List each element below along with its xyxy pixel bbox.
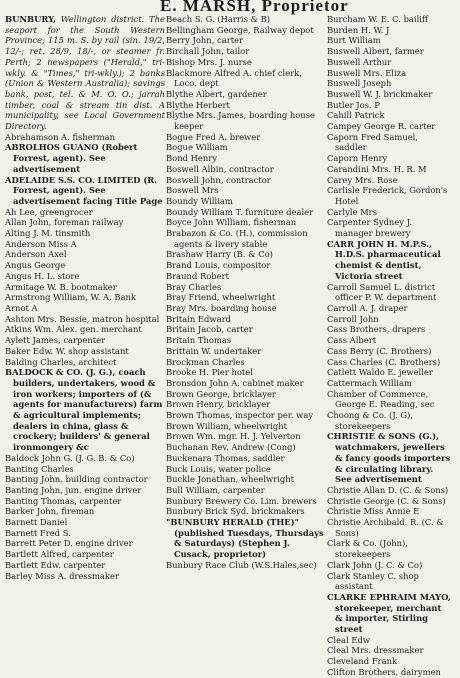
- directory-entry-brittain-w-undertaker: Brittain W. undertaker: [166, 345, 262, 356]
- directory-entry-bartlett-alfred-carpenter: Bartlett Alfred, carpenter: [5, 549, 114, 560]
- directory-entry-baldock-john-g-j-g-b-co: Baldock John G. (J. G. B. & Co): [5, 452, 135, 463]
- column-1: [5, 14, 165, 581]
- directory-entry-angus-h-l-store: Angus H. L. store: [5, 270, 80, 281]
- directory-entry-buswell-w-j-brickmaker: Buswell W. J. brickmaker: [327, 88, 433, 99]
- directory-entry-buckenara-thomas-saddler: Buckenara Thomas, saddler: [166, 452, 285, 463]
- directory-entry-blythe-mrs-james-boarding-house-keeper: Blythe Mrs. James, boarding house keeper: [166, 110, 315, 132]
- directory-entry-armitage-w-b-bootmaker: Armitage W. B. bootmaker: [5, 281, 117, 292]
- directory-entry-burden-h-w-j: Burden H. W. J: [327, 24, 390, 35]
- directory-entry-christie-miss-annie-e: Christie Miss Annie E: [327, 506, 420, 517]
- directory-entry-brockman-charles: Brockman Charles: [166, 356, 245, 367]
- directory-entry-aylett-james-carpenter: Aylett James, carpenter: [5, 335, 106, 346]
- directory-entry-buck-louis-water-police: Buck Louis, water police: [166, 463, 271, 474]
- directory-entry-bray-mrs-boarding-house: Bray Mrs. boarding house: [166, 302, 277, 313]
- directory-entry-britain-thomas: Britain Thomas: [166, 335, 232, 346]
- directory-entry-brashaw-harry-b-co: Brashaw Harry (B. & Co): [166, 249, 273, 260]
- directory-entry-banting-charles: Banting Charles: [5, 463, 74, 474]
- directory-entry-brown-henry-bricklayer: Brown Henry, bricklayer: [166, 399, 271, 410]
- directory-entry-boundy-william-t-furniture-dealer: Boundy William T. furniture dealer: [166, 206, 314, 217]
- directory-entry-christie-allan-d-c-sons: Christie Allan D. (C. & Sons): [327, 484, 449, 495]
- directory-entry-carandini-mrs-h-r-m: Carandini Mrs. H. R. M: [327, 163, 427, 174]
- directory-entry-bunbury-herald-the-published-tuesdays-th: "BUNBURY HERALD (THE)" (published Tuesdays, Thursdays & Saturdays) (Stephen J. Cusack, proprietor): [166, 517, 324, 560]
- directory-entry-blythe-albert-gardener: Blythe Albert, gardener: [166, 88, 267, 99]
- directory-entry-adelaide-s-s-co-limited-r-forrest-agent-: ADELAIDE S.S. CO. LIMITED (R. Forrest, agent). See advertisement facing Title Page: [5, 174, 163, 206]
- directory-entry-boswell-mrs: Boswell Mrs: [166, 185, 219, 196]
- directory-entry-christie-archibald-r-c-sons: Christie Archibald. R. (C. & Sons): [327, 517, 444, 538]
- directory-entry-bishop-mrs-j-nurse: Bishop Mrs. J. nurse: [166, 56, 252, 67]
- directory-entry-cahill-patrick: Cahill Patrick: [327, 110, 385, 121]
- directory-entry-banting-thomas-carpenter: Banting Thomas, carpenter: [5, 495, 122, 506]
- directory-entry-barley-miss-a-dressmaker: Barley Miss A. dressmaker: [5, 570, 119, 581]
- directory-entry-bunbury-brick-syd-brickmakers: Bunbury Brick Syd. brickmakers: [166, 506, 305, 517]
- column-3: [327, 14, 451, 677]
- directory-entry-cass-albert: Cass Albert: [327, 335, 377, 346]
- directory-entry-clarke-ephraim-mayo-storekeeper-merchant: CLARKE EPHRAIM MAYO, storekeeper, merchant & importer, Stirling street: [327, 591, 451, 635]
- directory-entry-alting-j-m-tinsmith: Alting J. M. tinsmith: [5, 228, 91, 239]
- directory-entry-choong-co-j-g-storekeepers: Choong & Co. (J. G), storekeepers: [327, 410, 413, 431]
- directory-entry-buckle-jonathan-wheelwright: Buckle Jonathan, wheelwright: [166, 474, 294, 485]
- directory-entry-brown-william-wheelwright: Brown William, wheelwright: [166, 420, 287, 431]
- directory-entry-bray-friend-wheelwright: Bray Friend, wheelwright: [166, 292, 276, 303]
- directory-entry-banting-john-building-contractor: Banting John, building contractor: [5, 474, 148, 485]
- directory-entry-butler-jos-p: Butler Jos. P: [327, 99, 380, 110]
- directory-entry-bogue-fred-a-brewer: Bogue Fred A. brewer: [166, 131, 261, 142]
- directory-entry-barnett-fred-s: Barnett Fred S.: [5, 527, 71, 538]
- directory-entry-bogue-william: Bogue William: [166, 142, 228, 153]
- directory-entry-boundy-william: Boundy William: [166, 195, 233, 206]
- directory-entry-blythe-herbert: Blythe Herbert: [166, 99, 230, 110]
- directory-entry-catlett-waldo-e-jeweller: Catlett Waldo E. jeweller: [327, 367, 433, 378]
- directory-entry-brand-louis-compositor: Brand Louis, compositor: [166, 260, 271, 271]
- directory-entry-cleal-edw: Cleal Edw: [327, 634, 371, 645]
- directory-entry-barrett-peter-d-engine-driver: Barrett Peter D. engine driver: [5, 538, 133, 549]
- directory-entry-carroll-john: Carroll John: [327, 313, 379, 324]
- directory-entry-armstrong-william-w-a-bank: Armstrong William, W. A. Bank: [5, 292, 137, 303]
- directory-entry-bartlett-edw-carpenter: Bartlett Edw. carpenter: [5, 559, 106, 570]
- directory-entry-brooke-h-pier-hotel: Brooke H. Pier hotel: [166, 367, 253, 378]
- directory-entry-brown-george-bricklayer: Brown George, bricklayer: [166, 388, 276, 399]
- directory-entry-bunbury-brewery-co-lim-brewers: Bunbury Brewery Co. Lim. brewers: [166, 495, 317, 506]
- directory-entry-bull-william-carpenter: Bull William, carpenter: [166, 484, 265, 495]
- directory-entry-brabazon-co-h-commission-agents-livery-s: Brabazon & Co. (H.), commission agents & livery stable: [166, 228, 308, 249]
- directory-entry-boswell-john-contractor: Boswell John, contractor: [166, 174, 271, 185]
- directory-entry-cass-berry-c-brothers: Cass Berry (C. Brothers): [327, 345, 432, 356]
- directory-entry-boswell-albin-contractor: Boswell Albin, contractor: [166, 163, 274, 174]
- directory-entry-brown-thomas-inspector-per-way: Brown Thomas, inspector per. way: [166, 410, 314, 421]
- page-header: E. MARSH, Proprietor: [160, 0, 349, 15]
- town-intro: [5, 14, 165, 132]
- directory-entry-anderson-miss-a: Anderson Miss A: [5, 238, 77, 249]
- directory-entry-buswell-albert-farmer: Buswell Albert, farmer: [327, 46, 424, 57]
- directory-entry-clark-stanley-c-shop-assistant: Clark Stanley C. shop assistant: [327, 570, 419, 592]
- directory-entry-clark-co-john-storekeepers: Clark & Co. (John), storekeepers: [327, 538, 408, 560]
- directory-entry-birchall-john-tailor: Birchall John, tailor: [166, 46, 250, 57]
- directory-entry-cattermach-william: Cattermach William: [327, 377, 412, 388]
- directory-entry-bronsdon-john-a-cabinet-maker: Bronsdon John A. cabinet maker: [166, 377, 304, 388]
- directory-entry-chamber-of-commerce-george-e-reading-sec: Chamber of Commerce, George E. Reading, sec: [327, 388, 435, 410]
- directory-entry-clifton-brothers-dairymen: Clifton Brothers, dairymen: [327, 666, 441, 677]
- directory-entry-carr-john-h-m-p-s-h-d-s-pharmaceutical-c: CARR JOHN H. M.P.S., H.D.S. pharmaceutical chemist & dentist, Victoria street: [327, 238, 441, 281]
- directory-entry-burt-william: Burt William: [327, 35, 381, 46]
- directory-entry-clark-john-j-c-co: Clark John (J. C. & Co): [327, 559, 423, 570]
- directory-entry-buchanan-rev-andrew-cong: Buchanan Rev. Andrew (Cong): [166, 442, 296, 453]
- directory-entry-burcham-w-e-c-bailiff: Burcham W. E. C. bailiff: [327, 14, 428, 24]
- directory-entry-carroll-a-j-draper: Carroll A. J. draper: [327, 302, 408, 313]
- directory-entry-bellingham-george-railway-depot: Bellingham George, Railway depot: [166, 24, 314, 35]
- directory-entry-angus-george: Angus George: [5, 260, 66, 271]
- directory-entry-britain-jacob-carter: Britain Jacob, carter: [166, 324, 253, 335]
- directory-entry-campey-george-r-carter: Campey George R. carter: [327, 121, 436, 132]
- directory-entry-ashton-mrs-bessie-matron-hospital: Ashton Mrs. Bessie, matron hospital: [5, 313, 160, 324]
- directory-entry-atkins-wm-alex-gen-merchant: Atkins Wm. Alex. gen. merchant: [5, 324, 142, 335]
- directory-entry-buswell-mrs-eliza: Buswell Mrs. Eliza: [327, 67, 407, 78]
- directory-entry-cass-brothers-drapers: Cass Brothers, drapers: [327, 324, 426, 335]
- directory-entry-carroll-samuel-l-district-officer-p-w-de: Carroll Samuel L. district officer P. W. department: [327, 281, 437, 303]
- directory-entry-carpenter-sydney-j-manager-brewery: Carpenter Sydney J. manager brewery: [327, 217, 413, 239]
- directory-entry-baldock-co-j-g-coach-builders-undertaker: BALDOCK & CO. (J. G.), coach builders, undertakers, wood & iron workers; importers of (& agents for manufacturers) farm & agricultural implements; dealers in china, glass & crockery; builders' & general ironmongery &c: [5, 367, 163, 453]
- directory-entry-berry-john-carter: Berry John, carter: [166, 35, 244, 46]
- directory-entry-cass-charles-c-brothers: Cass Charles (C. Brothers): [327, 356, 441, 367]
- directory-entry-abrolhos-guano-robert-forrest-agent-see-: ABROLHOS GUANO (Robert Forrest, agent). See advertisement: [5, 142, 138, 174]
- directory-entry-caporn-fred-samuel-saddler: Caporn Fred Samuel, saddler: [327, 131, 419, 153]
- directory-entry-baker-edw-w-shop-assistant: Baker Edw. W. shop assistant: [5, 345, 129, 356]
- directory-entry-abrahamson-a-fisherman: Abrahamson A. fisherman: [5, 131, 116, 142]
- directory-entry-balding-charles-architect: Balding Charles, architect: [5, 356, 117, 367]
- directory-entry-bray-charles: Bray Charles: [166, 281, 222, 292]
- directory-entry-carey-mrs-rose: Carey Mrs. Rose: [327, 174, 398, 185]
- directory-entry-arnot-a: Arnot A: [5, 302, 38, 313]
- directory-entry-buswell-arthur: Buswell Arthur: [327, 56, 392, 67]
- directory-entry-christie-sons-g-watchmakers-jewellers-fa: CHRISTIE & SONS (G.), watchmakers, jewellers & fancy goods importers & circulating library. See advertisement: [327, 431, 451, 485]
- directory-entry-bunbury-race-club-w-s-hales-sec: Bunbury Race Club (W.S.Hales,sec): [166, 559, 317, 570]
- directory-entry-blackmore-alfred-a-chief-clerk-loco-dept: Blackmore Alfred A. chief clerk, Loco. dept: [166, 67, 302, 89]
- directory-entry-carlyle-mrs: Carlyle Mrs: [327, 206, 377, 217]
- directory-entry-beach-s-g-harris-b: Beach S. G. (Harris & B): [166, 14, 271, 24]
- directory-entry-christie-george-c-sons: Christie George (C. & Sons): [327, 495, 446, 506]
- directory-entry-britain-edward: Britain Edward: [166, 313, 231, 324]
- directory-entry-brown-wm-mgr-h-j-yelverton: Brown Wm. mgr. H. J. Yelverton: [166, 431, 301, 442]
- directory-entry-banting-john-jun-engine-driver: Banting John, jun. engine driver: [5, 484, 142, 495]
- directory-entry-cleveland-frank: Cleveland Frank: [327, 656, 398, 667]
- directory-entry-carlisle-frederick-gordon-s-hotel: Carlisle Frederick, Gordon's Hotel: [327, 185, 448, 206]
- directory-entry-barnett-daniel: Barnett Daniel: [5, 517, 68, 528]
- directory-entry-allan-john-foreman-railway: Allan John, foreman railway: [5, 217, 124, 228]
- directory-entry-bond-henry: Bond Henry: [166, 153, 218, 164]
- directory-entry-cleal-mrs-dressmaker: Cleal Mrs. dressmaker: [327, 645, 424, 656]
- town-description: Wellington district. The seaport for the South Western Province; 115 m. S. by rail (sin. 19/2, 12/-; ret. 28/9, 18/-, or steamer fr. Perth; 2 newspapers ("Herald," tri-wkly. & "Times," tri-wkly.); 2 banks (Union & Western Australia); savings bank, post, tel. & M. O. O.; jarrah timber, coal & stream tin dist. A municipality, see Local Government Directory.: [5, 14, 165, 132]
- directory-entry-anderson-axel: Anderson Axel: [5, 249, 67, 260]
- town-name: BUNBURY,: [5, 14, 56, 24]
- directory-entry-ah-lee-greengrocer: Ah Lee, greengrocer: [5, 206, 93, 217]
- column-2: [166, 14, 326, 570]
- directory-entry-buswell-joseph: Buswell Joseph: [327, 78, 392, 89]
- directory-entry-boyce-john-william-fisherman: Boyce John William, fisherman: [166, 217, 297, 228]
- directory-entry-caporn-henry: Caporn Henry: [327, 153, 388, 164]
- directory-entry-barker-john-fireman: Barker John, fireman: [5, 506, 95, 517]
- directory-entry-braund-robert: Braund Robert: [166, 270, 229, 281]
